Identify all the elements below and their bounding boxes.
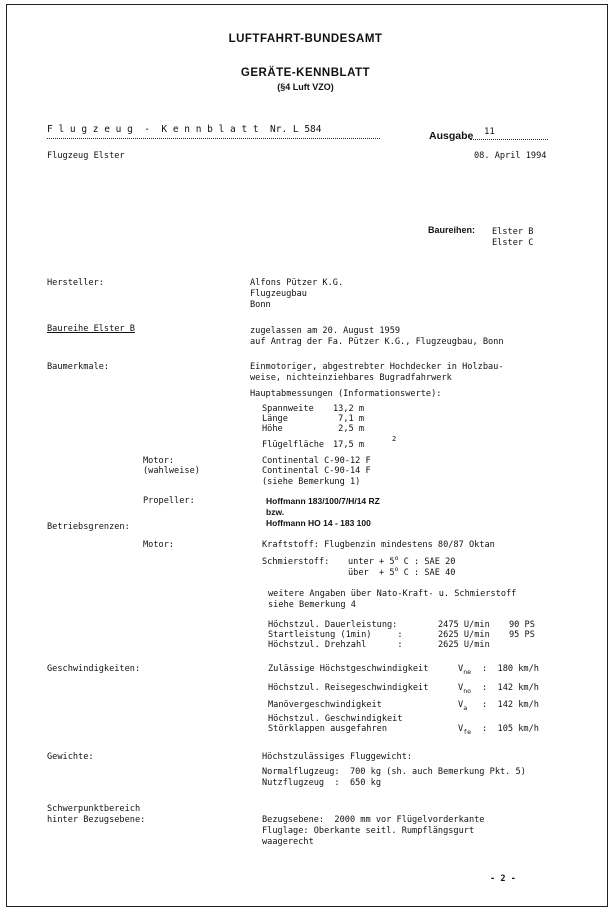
dim-value-laenge: 7,1 m <box>333 414 365 424</box>
stoer-line-1: Höchstzul. Geschwindigkeit <box>268 714 403 724</box>
baureihen-label: Baureihen: <box>428 225 476 235</box>
speed-sym-vne: V <box>458 664 464 674</box>
speed-symbol-va <box>458 700 467 711</box>
motor-2: Continental C-90-14 F <box>262 466 371 476</box>
propeller-bzw: bzw. <box>266 507 285 517</box>
fluglage-line: Fluglage: Oberkante seitl. Rumpflängsgurt <box>262 826 475 836</box>
ausgabe-label: Ausgabe <box>429 130 474 142</box>
dim-value-spannweite: 13,2 m <box>333 404 365 414</box>
aircraft-name: Flugzeug Elster <box>47 151 125 161</box>
speed-value-vfe: : 105 km/h <box>482 724 539 734</box>
dim-value-fluegelflaeche: 17,5 m <box>333 440 365 450</box>
degree-mark-1: o <box>394 554 399 562</box>
kennblatt-number: Nr. L 584 <box>270 124 322 135</box>
normalflugzeug-line: Normalflugzeug: 700 kg (sh. auch Bemerkung Pkt. 5) <box>262 767 526 777</box>
weitere-line-1: weitere Angaben über Nato-Kraft- u. Schmierstoff <box>268 589 517 599</box>
speed-sym-va: V <box>458 700 464 710</box>
propeller-1: Hoffmann 183/100/7/H/14 RZ <box>266 496 380 506</box>
geschwindigkeiten-label: Geschwindigkeiten: <box>47 664 141 674</box>
leistung-rpm-2: 2625 U/min <box>438 630 490 640</box>
speed-value-va: : 142 km/h <box>482 700 539 710</box>
sheet-title: GERÄTE-KENNBLATT <box>240 67 371 79</box>
baumerkmale-label: Baumerkmale: <box>47 362 110 372</box>
zulassung-line-1: zugelassen am 20. August 1959 <box>250 326 401 336</box>
hersteller-line-2: Flugzeugbau <box>250 289 307 299</box>
hauptabmessungen-title: Hauptabmessungen (Informationswerte): <box>250 389 442 399</box>
schwerpunkt-label-2: hinter Bezugsebene: <box>47 815 146 825</box>
speed-name-vno: Höchstzul. Reisegeschwindigkeit <box>268 683 429 693</box>
waagerecht-line: waagerecht <box>262 837 314 847</box>
speed-name-vne: Zulässige Höchstgeschwindigkeit <box>268 664 429 674</box>
leistung-rpm-3: 2625 U/min <box>438 640 490 650</box>
kraftstoff-line: Kraftstoff: Flugbenzin mindestens 80/87 Oktan <box>262 540 495 550</box>
baumerkmale-desc-2: weise, nichteinziehbares Bugradfahrwerk <box>250 373 452 383</box>
issue-date: 08. April 1994 <box>474 151 547 161</box>
schmierstoff-line-1 <box>348 554 456 568</box>
legal-ref: (§4 Luft VZO) <box>277 82 334 92</box>
kennblatt-label: F l u g z e u g - K e n n b l a t t <box>47 124 259 135</box>
speed-value-vno: : 142 km/h <box>482 683 539 693</box>
speed-sub-va: a <box>463 704 468 712</box>
speed-symbol-vfe <box>458 724 471 735</box>
dim-name-laenge: Länge <box>262 414 288 424</box>
schmier-1-a: unter + 5 <box>348 557 395 567</box>
stoer-line-2: Störklappen ausgefahren <box>268 724 387 734</box>
degree-mark-2: o <box>394 565 399 573</box>
dim-name-spannweite: Spannweite <box>262 404 314 414</box>
page-number: - 2 - <box>490 874 516 884</box>
baumerkmale-desc-1: Einmotoriger, abgestrebter Hochdecker in Holzbau- <box>250 362 504 372</box>
leistung-ps-1: 90 PS <box>509 620 535 630</box>
speed-sub-vno: no <box>463 687 472 695</box>
dim-value-hoehe: 2,5 m <box>333 424 365 434</box>
ausgabe-underline <box>470 139 548 140</box>
fluggewicht-title: Höchstzulässiges Fluggewicht: <box>262 752 413 762</box>
baureihe-b-heading: Baureihe Elster B <box>47 324 135 334</box>
authority-title: LUFTFAHRT-BUNDESAMT <box>228 33 383 45</box>
dim-name-hoehe: Höhe <box>262 424 283 434</box>
schmier-2-a: über + 5 <box>348 568 395 578</box>
speed-sub-vfe: fe <box>463 728 472 736</box>
motor-note: (siehe Bemerkung 1) <box>262 477 361 487</box>
leistung-name-3: Höchstzul. Drehzahl : <box>268 640 403 650</box>
motor-1: Continental C-90-12 F <box>262 456 371 466</box>
speed-symbol-vne <box>458 664 471 675</box>
schmierstoff-label: Schmierstoff: <box>262 557 330 567</box>
schmier-1-b: C : SAE 20 <box>398 557 456 567</box>
leistung-rpm-1: 2475 U/min <box>438 620 490 630</box>
ausgabe-value: 11 <box>484 127 495 137</box>
baureihe-2: Elster C <box>492 238 534 248</box>
speed-name-va: Manövergeschwindigkeit <box>268 700 382 710</box>
weitere-line-2: siehe Bemerkung 4 <box>268 600 356 610</box>
leistung-name-1: Höchstzul. Dauerleistung: <box>268 620 398 630</box>
squared-superscript: 2 <box>392 435 397 443</box>
propeller-label: Propeller: <box>143 496 195 506</box>
kennblatt-underline <box>47 138 380 139</box>
nutzflugzeug-line: Nutzflugzeug : 650 kg <box>262 778 381 788</box>
baureihe-1: Elster B <box>492 227 534 237</box>
gewichte-label: Gewichte: <box>47 752 94 762</box>
hersteller-label: Hersteller: <box>47 278 104 288</box>
bezugsebene-line: Bezugsebene: 2000 mm vor Flügelvorderkante <box>262 815 485 825</box>
motor-label: Motor: <box>143 456 175 466</box>
speed-sym-vfe: V <box>458 724 464 734</box>
propeller-2: Hoffmann HO 14 - 183 100 <box>266 518 371 528</box>
motor-label-wahlweise: (wahlweise) <box>143 466 200 476</box>
betriebsgrenzen-label: Betriebsgrenzen: <box>47 522 130 532</box>
zulassung-line-2: auf Antrag der Fa. Pützer K.G., Flugzeugbau, Bonn <box>250 337 504 347</box>
schmier-2-b: C : SAE 40 <box>398 568 456 578</box>
speed-sub-vne: ne <box>463 668 472 676</box>
speed-sym-vno: V <box>458 683 464 693</box>
schmierstoff-line-2 <box>348 565 456 579</box>
dim-name-fluegelflaeche: Flügelfläche <box>262 440 325 450</box>
leistung-ps-2: 95 PS <box>509 630 535 640</box>
betrieb-motor-label: Motor: <box>143 540 175 550</box>
schwerpunkt-label-1: Schwerpunktbereich <box>47 804 141 814</box>
hersteller-line-3: Bonn <box>250 300 271 310</box>
speed-value-vne: : 180 km/h <box>482 664 539 674</box>
leistung-name-2: Startleistung (1min) : <box>268 630 403 640</box>
hersteller-line-1: Alfons Pützer K.G. <box>250 278 344 288</box>
speed-symbol-vno <box>458 683 471 694</box>
